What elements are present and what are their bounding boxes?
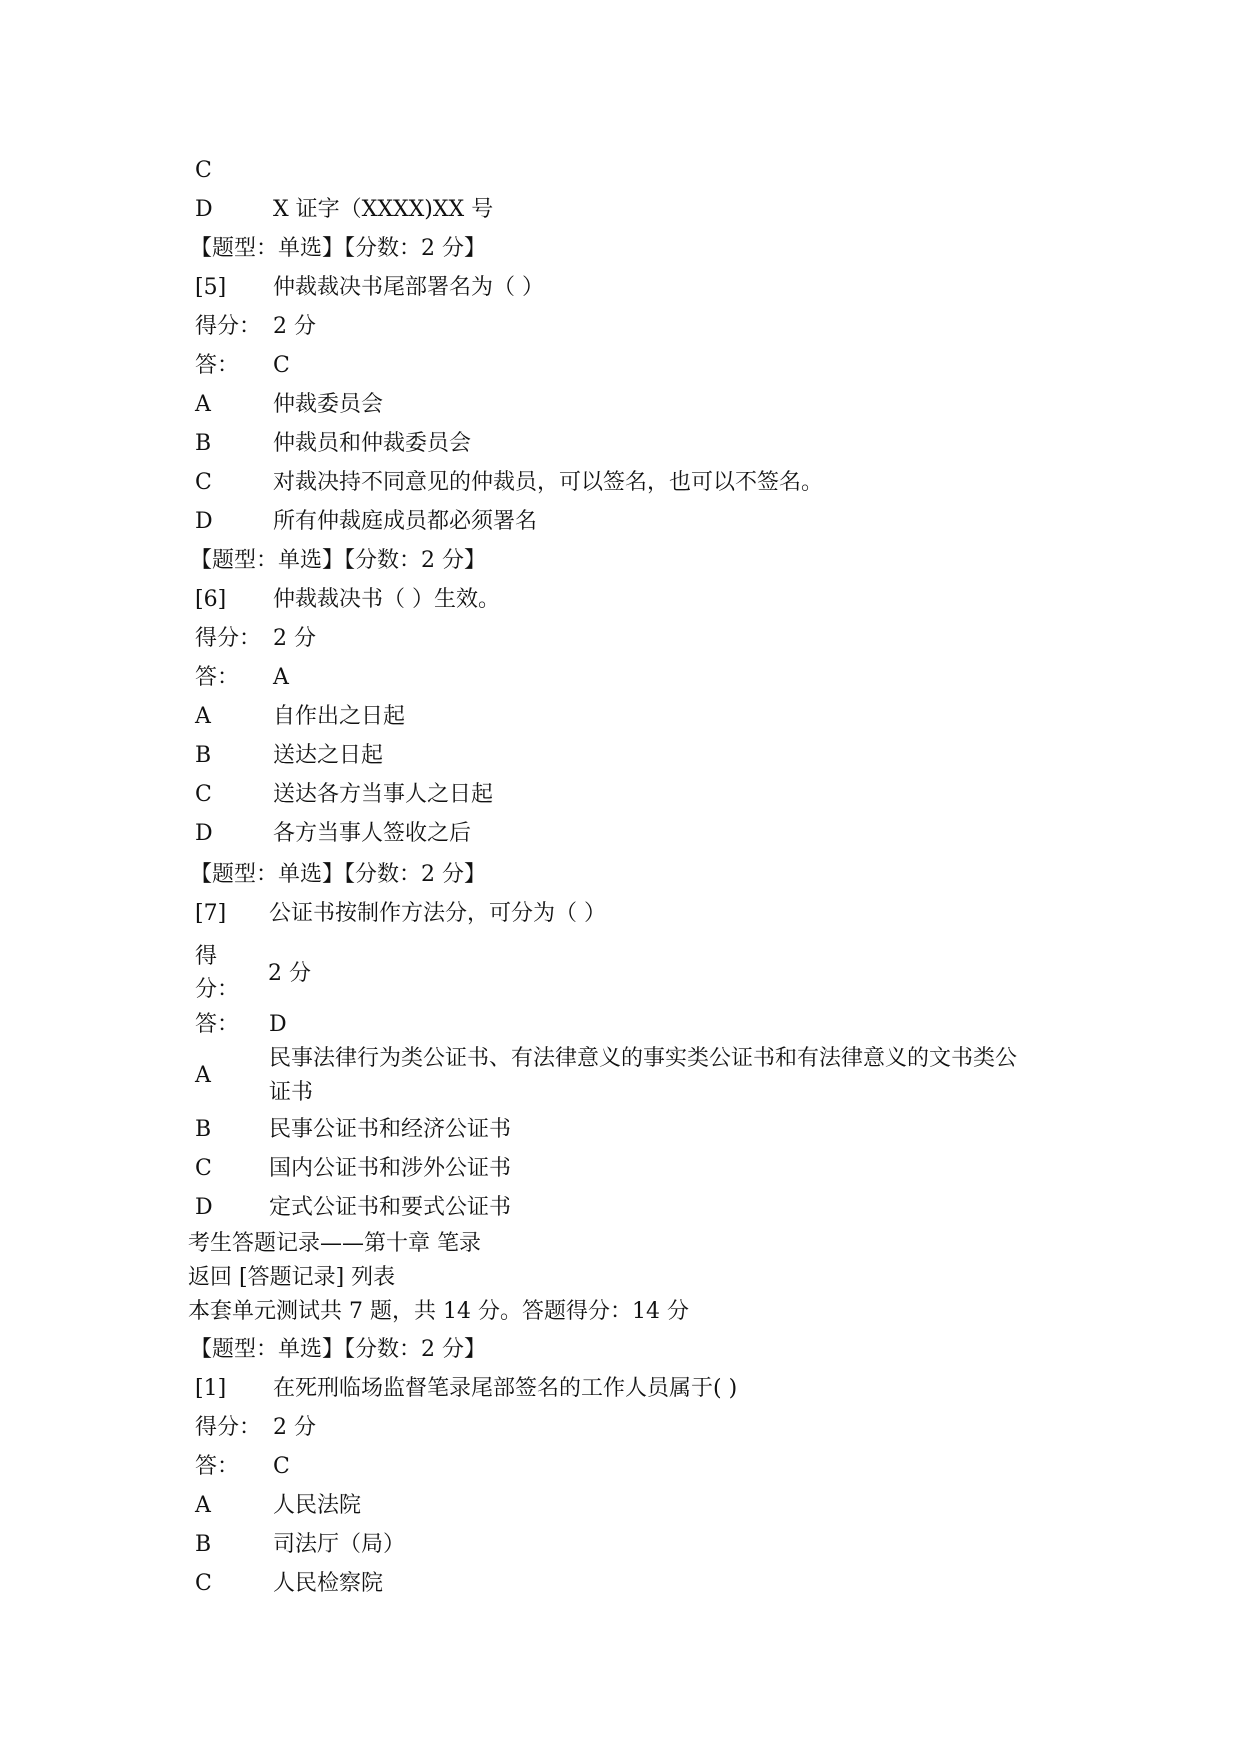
answer-row [195,1454,290,1480]
question-number: [7] [195,901,227,926]
option-key: D [195,197,213,222]
question-row [195,1376,737,1402]
chapter-title: 考生答题记录——第十章 笔录 [188,1231,481,1256]
option-row [195,197,493,223]
question-row [195,275,544,301]
answer-row [195,1012,287,1038]
answer-label: 答： [195,353,240,378]
answer-label: 答： [195,1454,240,1479]
test-summary: 本套单元测试共 7 题，共 14 分。答题得分：14 分 [188,1299,689,1324]
question-meta: 【题型：单选】【分数：2 分】 [190,862,486,887]
option-row [195,1117,511,1143]
score-label: 得分： [195,626,262,651]
score-value: 2 分 [273,314,316,339]
question-row [195,587,500,613]
question-meta: 【题型：单选】【分数：2 分】 [190,548,486,573]
score-value: 2 分 [273,626,316,651]
option-row [195,1195,511,1221]
score-label: 得分： [195,314,262,339]
option-text: 送达各方当事人之日起 [273,782,494,807]
answer-label: 答： [195,1012,240,1037]
option-text: 国内公证书和涉外公证书 [269,1156,512,1181]
option-text: 仲裁委员会 [273,392,384,417]
answer-row [195,665,289,691]
option-row [195,821,471,847]
question-text: 仲裁裁决书（ ）生效。 [273,587,500,612]
option-text: 司法厅（局） [273,1532,406,1557]
score-value: 2 分 [268,961,311,986]
option-key: D [195,1195,213,1220]
option-row [195,704,405,730]
score-row [195,1415,316,1441]
answer-label: 答： [195,665,240,690]
question-text: 仲裁裁决书尾部署名为（ ） [273,275,544,300]
option-row [195,158,273,184]
option-row [195,1532,405,1558]
option-row [195,782,493,808]
option-key: A [195,1063,211,1088]
question-number: [5] [195,275,227,300]
option-key: B [195,1117,212,1142]
option-key: D [195,509,213,534]
option-text: 民事法律行为类公证书、有法律意义的事实类公证书和有法律意义的文书类公证书 [269,1046,1018,1105]
option-key: A [195,1493,211,1518]
score-label-line: 得 [195,944,218,969]
option-row [195,1156,511,1182]
option-row [195,743,383,769]
question-number: [6] [195,587,227,612]
option-text: 对裁决持不同意见的仲裁员，可以签名，也可以不签名。 [273,470,824,495]
option-row [195,509,537,535]
question-meta: 【题型：单选】【分数：2 分】 [190,1337,486,1362]
score-label: 得分： [195,1415,262,1440]
option-key: A [195,392,211,417]
option-text: 人民法院 [273,1493,362,1518]
question-meta: 【题型：单选】【分数：2 分】 [190,236,486,261]
option-row [195,470,823,496]
option-key: C [195,1156,212,1181]
option-row [195,392,383,418]
option-text: 民事公证书和经济公证书 [269,1117,512,1142]
option-key: C [195,470,212,495]
answer-value: A [273,665,289,690]
option-text: 各方当事人签收之后 [273,821,472,846]
option-key: C [195,158,212,183]
option-key: A [195,704,211,729]
question-text: 在死刑临场监督笔录尾部签名的工作人员属于( ) [273,1376,738,1401]
answer-value: D [269,1012,287,1037]
option-text: 仲裁员和仲裁委员会 [273,431,472,456]
option-key: B [195,1532,212,1557]
option-key: D [195,821,213,846]
option-text: 定式公证书和要式公证书 [269,1195,512,1220]
score-value: 2 分 [273,1415,316,1440]
option-text: X 证字（XXXX)XX 号 [273,197,494,222]
score-label [195,940,240,1006]
option-key: C [195,1571,212,1596]
option-row [195,431,471,457]
option-text: 送达之日起 [273,743,384,768]
option-text: 所有仲裁庭成员都必须署名 [273,509,538,534]
option-key: C [195,782,212,807]
option-text: 人民检察院 [273,1571,384,1596]
answer-value: C [273,353,290,378]
option-text: 自作出之日起 [273,704,406,729]
back-to-list-link[interactable]: 返回 [答题记录] 列表 [188,1265,396,1290]
score-row [195,314,316,340]
answer-value: C [273,1454,290,1479]
option-key: B [195,743,212,768]
answer-row [195,353,290,379]
question-number: [1] [195,1376,227,1401]
score-label-line: 分： [195,977,240,1002]
question-text: 公证书按制作方法分，可分为（ ） [269,901,606,926]
score-row [195,626,316,652]
option-row [195,1571,383,1597]
option-key: B [195,431,212,456]
option-row [195,1493,361,1519]
question-row [195,901,606,927]
